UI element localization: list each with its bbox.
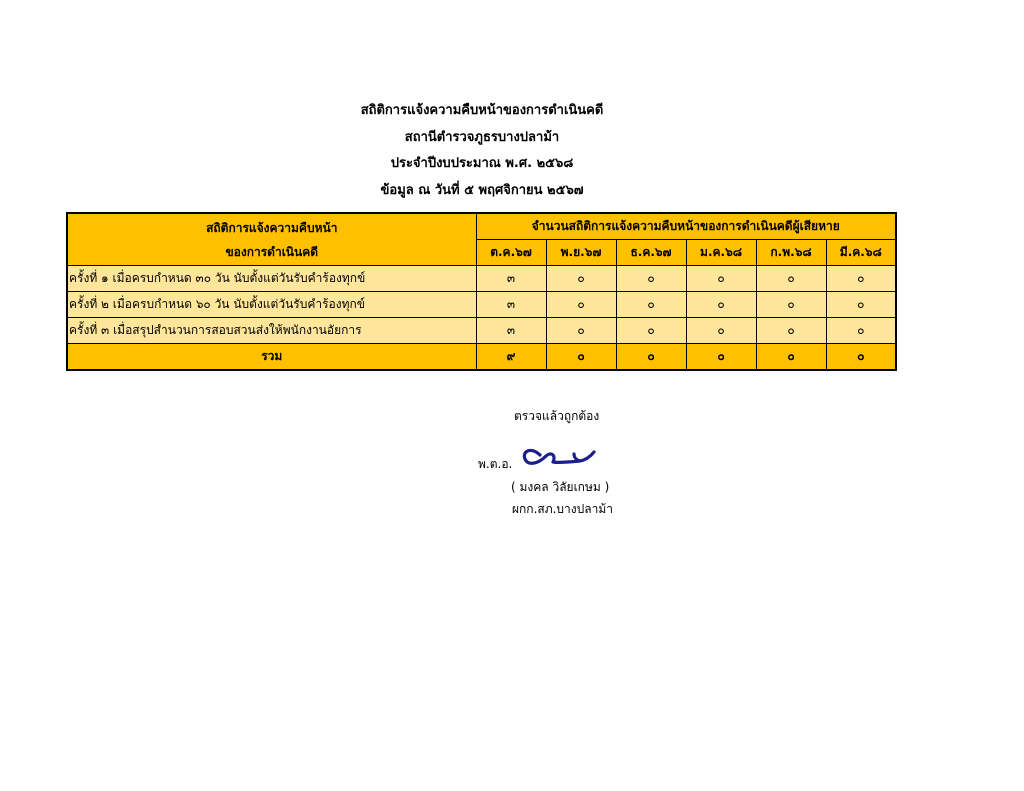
month-header: ม.ค.๖๘ — [686, 240, 756, 266]
table-cell: ๐ — [826, 318, 896, 344]
total-label: รวม — [67, 344, 476, 371]
table-cell: ๐ — [756, 318, 826, 344]
total-row — [67, 344, 896, 371]
title-line-1: สถิติการแจ้งความคืบหน้าของการดำเนินคดี — [360, 103, 604, 118]
row-label: ครั้งที่ ๓ เมื่อสรุปสำนวนการสอบสวนส่งให้พนักงานอัยการ — [67, 318, 476, 344]
table-cell: ๐ — [616, 318, 686, 344]
month-header: ธ.ค.๖๗ — [616, 240, 686, 266]
header-left-line-1: สถิติการแจ้งความคืบหน้า — [206, 220, 338, 235]
table-cell: ๓ — [476, 266, 546, 292]
checked-correct-text: ตรวจแล้วถูกต้อง — [514, 409, 600, 423]
table-cell: ๐ — [826, 292, 896, 318]
total-cell: ๐ — [686, 344, 756, 371]
table-cell: ๓ — [476, 292, 546, 318]
month-header: ก.พ.๖๘ — [756, 240, 826, 266]
total-cell: ๐ — [546, 344, 616, 371]
total-cell: ๐ — [616, 344, 686, 371]
title-line-4: ข้อมูล ณ วันที่ ๕ พฤศจิกายน ๒๕๖๗ — [380, 182, 584, 198]
table-cell: ๐ — [616, 292, 686, 318]
table-cell: ๐ — [826, 266, 896, 292]
header-right-cell: จำนวนสถิติการแจ้งความคืบหน้าของการดำเนินคดีผู้เสียหาย — [476, 213, 896, 240]
header-left-cell — [67, 213, 476, 266]
table-cell: ๐ — [756, 292, 826, 318]
table-cell: ๐ — [686, 292, 756, 318]
statistics-table — [66, 212, 897, 371]
title-line-3: ประจำปีงบประมาณ พ.ศ. ๒๕๖๘ — [390, 156, 574, 171]
table-cell: ๐ — [546, 266, 616, 292]
table-cell: ๐ — [546, 292, 616, 318]
row-label: ครั้งที่ ๑ เมื่อครบกำหนด ๓๐ วัน นับตั้งแต่วันรับคำร้องทุกข์ — [67, 266, 476, 292]
officer-rank: พ.ต.อ. — [478, 457, 513, 471]
row-label: ครั้งที่ ๒ เมื่อครบกำหนด ๖๐ วัน นับตั้งแต่วันรับคำร้องทุกข์ — [67, 292, 476, 318]
total-cell: ๙ — [476, 344, 546, 371]
table-row — [67, 318, 896, 344]
officer-name: ( มงคล วิลัยเกษม ) — [511, 480, 610, 494]
table-cell: ๐ — [756, 266, 826, 292]
month-header: พ.ย.๖๗ — [546, 240, 616, 266]
month-header: มี.ค.๖๘ — [826, 240, 896, 266]
table-cell: ๐ — [686, 266, 756, 292]
title-line-2: สถานีตำรวจภูธรบางปลาม้า — [404, 129, 560, 145]
total-cell: ๐ — [826, 344, 896, 371]
table-header-row — [67, 213, 896, 240]
table-row — [67, 292, 896, 318]
header-left-line-2: ของการดำเนินคดี — [225, 244, 319, 259]
table-row — [67, 266, 896, 292]
table-cell: ๓ — [476, 318, 546, 344]
officer-position: ผกก.สภ.บางปลาม้า — [512, 502, 613, 516]
document-titles — [0, 98, 964, 204]
month-header: ต.ค.๖๗ — [476, 240, 546, 266]
total-cell: ๐ — [756, 344, 826, 371]
handwritten-signature — [520, 442, 602, 472]
table-cell: ๐ — [616, 266, 686, 292]
table-cell: ๐ — [686, 318, 756, 344]
table-cell: ๐ — [546, 318, 616, 344]
